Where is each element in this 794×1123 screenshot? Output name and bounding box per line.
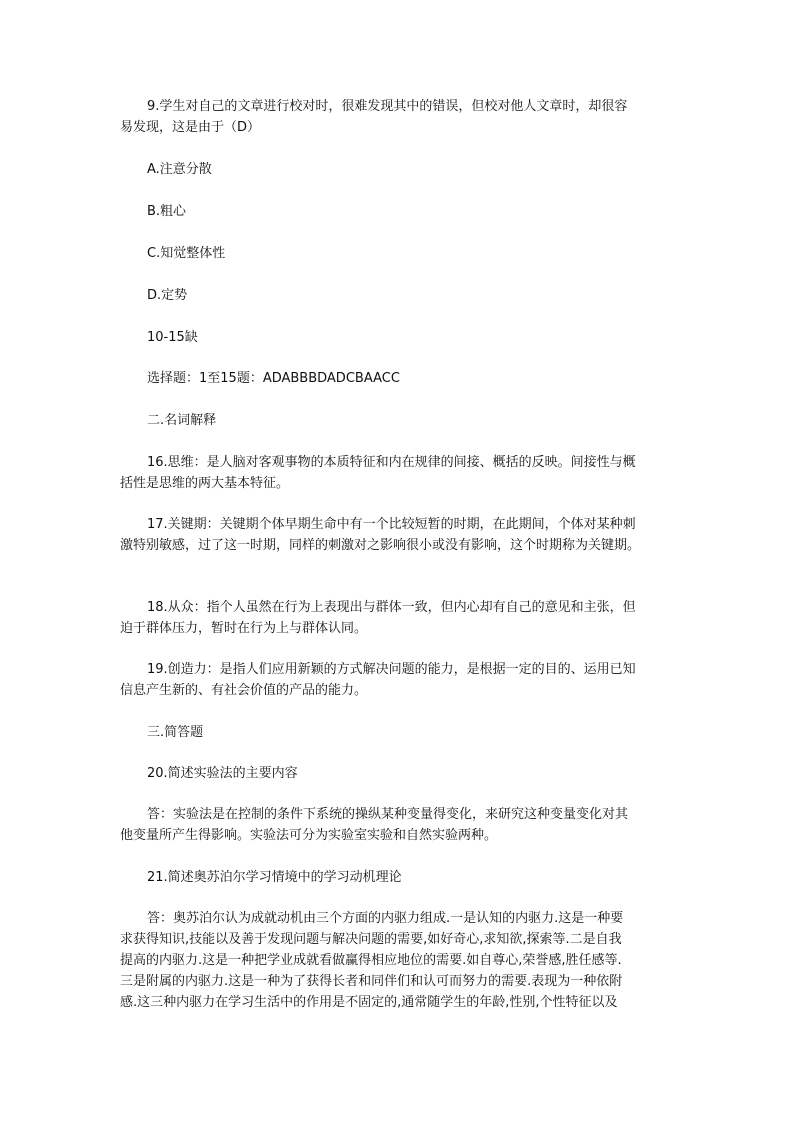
question-21-answer-line-3: 提高的内驱力.这是一种把学业成就看做赢得相应地位的需要.如自尊心,荣誉感,胜任感等.	[120, 953, 622, 968]
term-16-line-2: 括性是思维的两大基本特征。	[120, 476, 290, 491]
question-20-answer-line-2: 他变量所产生得影响。实验法可分为实验室实验和自然实验两种。	[120, 828, 498, 843]
term-18-line-1: 18.从众：指个人虽然在行为上表现出与群体一致，但内心却有自己的意见和主张，但	[147, 600, 636, 615]
term-19-line-1: 19.创造力：是指人们应用新颖的方式解决问题的能力，是根据一定的目的、运用已知	[147, 662, 636, 677]
term-17-critical-period	[120, 514, 680, 556]
term-19-line-2: 信息产生新的、有社会价值的产品的能力。	[120, 683, 368, 698]
question-21-answer-line-2: 求获得知识,技能以及善于发现问题与解决问题的需要,如好奇心,求知欲,探索等.二是自我	[120, 932, 622, 947]
term-16-line-1: 16.思维：是人脑对客观事物的本质特征和内在规律的间接、概括的反映。间接性与概	[147, 455, 636, 470]
section-3-heading: 三.简答题	[147, 725, 204, 740]
question-21-answer	[120, 908, 680, 1013]
option-b: B.粗心	[147, 204, 187, 219]
missing-questions-note: 10-15缺	[147, 330, 198, 345]
question-9-line-1: 9.学生对自己的文章进行校对时，很难发现其中的错误，但校对他人文章时，却很容	[147, 99, 628, 114]
question-21-answer-line-5: 感.这三种内驱力在学习生活中的作用是不固定的,通常随学生的年龄,性别,个性特征以及	[120, 995, 618, 1010]
term-18-conformity	[120, 597, 680, 639]
question-9-line-2: 易发现，这是由于（D）	[120, 120, 261, 135]
term-18-line-2: 迫于群体压力，暂时在行为上与群体认同。	[120, 621, 368, 636]
question-20-title: 20.简述实验法的主要内容	[147, 766, 298, 781]
term-19-creativity	[120, 659, 680, 701]
term-17-line-1: 17.关键期：关键期个体早期生命中有一个比较短暂的时期，在此期间，个体对某种刺	[147, 517, 636, 532]
term-16-thinking	[120, 452, 680, 494]
question-21-title: 21.简述奥苏泊尔学习情境中的学习动机理论	[147, 870, 402, 885]
question-21-answer-line-4: 三是附属的内驱力.这是一种为了获得长者和同伴们和认可而努力的需要.表现为一种依附	[120, 974, 623, 989]
question-9	[120, 96, 680, 138]
answer-key: 选择题：1至15题：ADABBBDADCBAACC	[147, 371, 400, 386]
section-2-heading: 二.名词解释	[147, 413, 217, 428]
option-a: A.注意分散	[147, 162, 212, 177]
term-17-line-2: 激特别敏感，过了这一时期，同样的刺激对之影响很小或没有影响，这个时期称为关键期。	[120, 538, 641, 553]
question-20-answer-line-1: 答：实验法是在控制的条件下系统的操纵某种变量得变化，来研究这种变量变化对其	[147, 807, 629, 822]
option-d: D.定势	[147, 288, 188, 303]
question-20-answer	[120, 804, 680, 846]
option-c: C.知觉整体性	[147, 246, 226, 261]
question-21-answer-line-1: 答：奥苏泊尔认为成就动机由三个方面的内驱力组成.一是认知的内驱力.这是一种要	[147, 911, 624, 926]
